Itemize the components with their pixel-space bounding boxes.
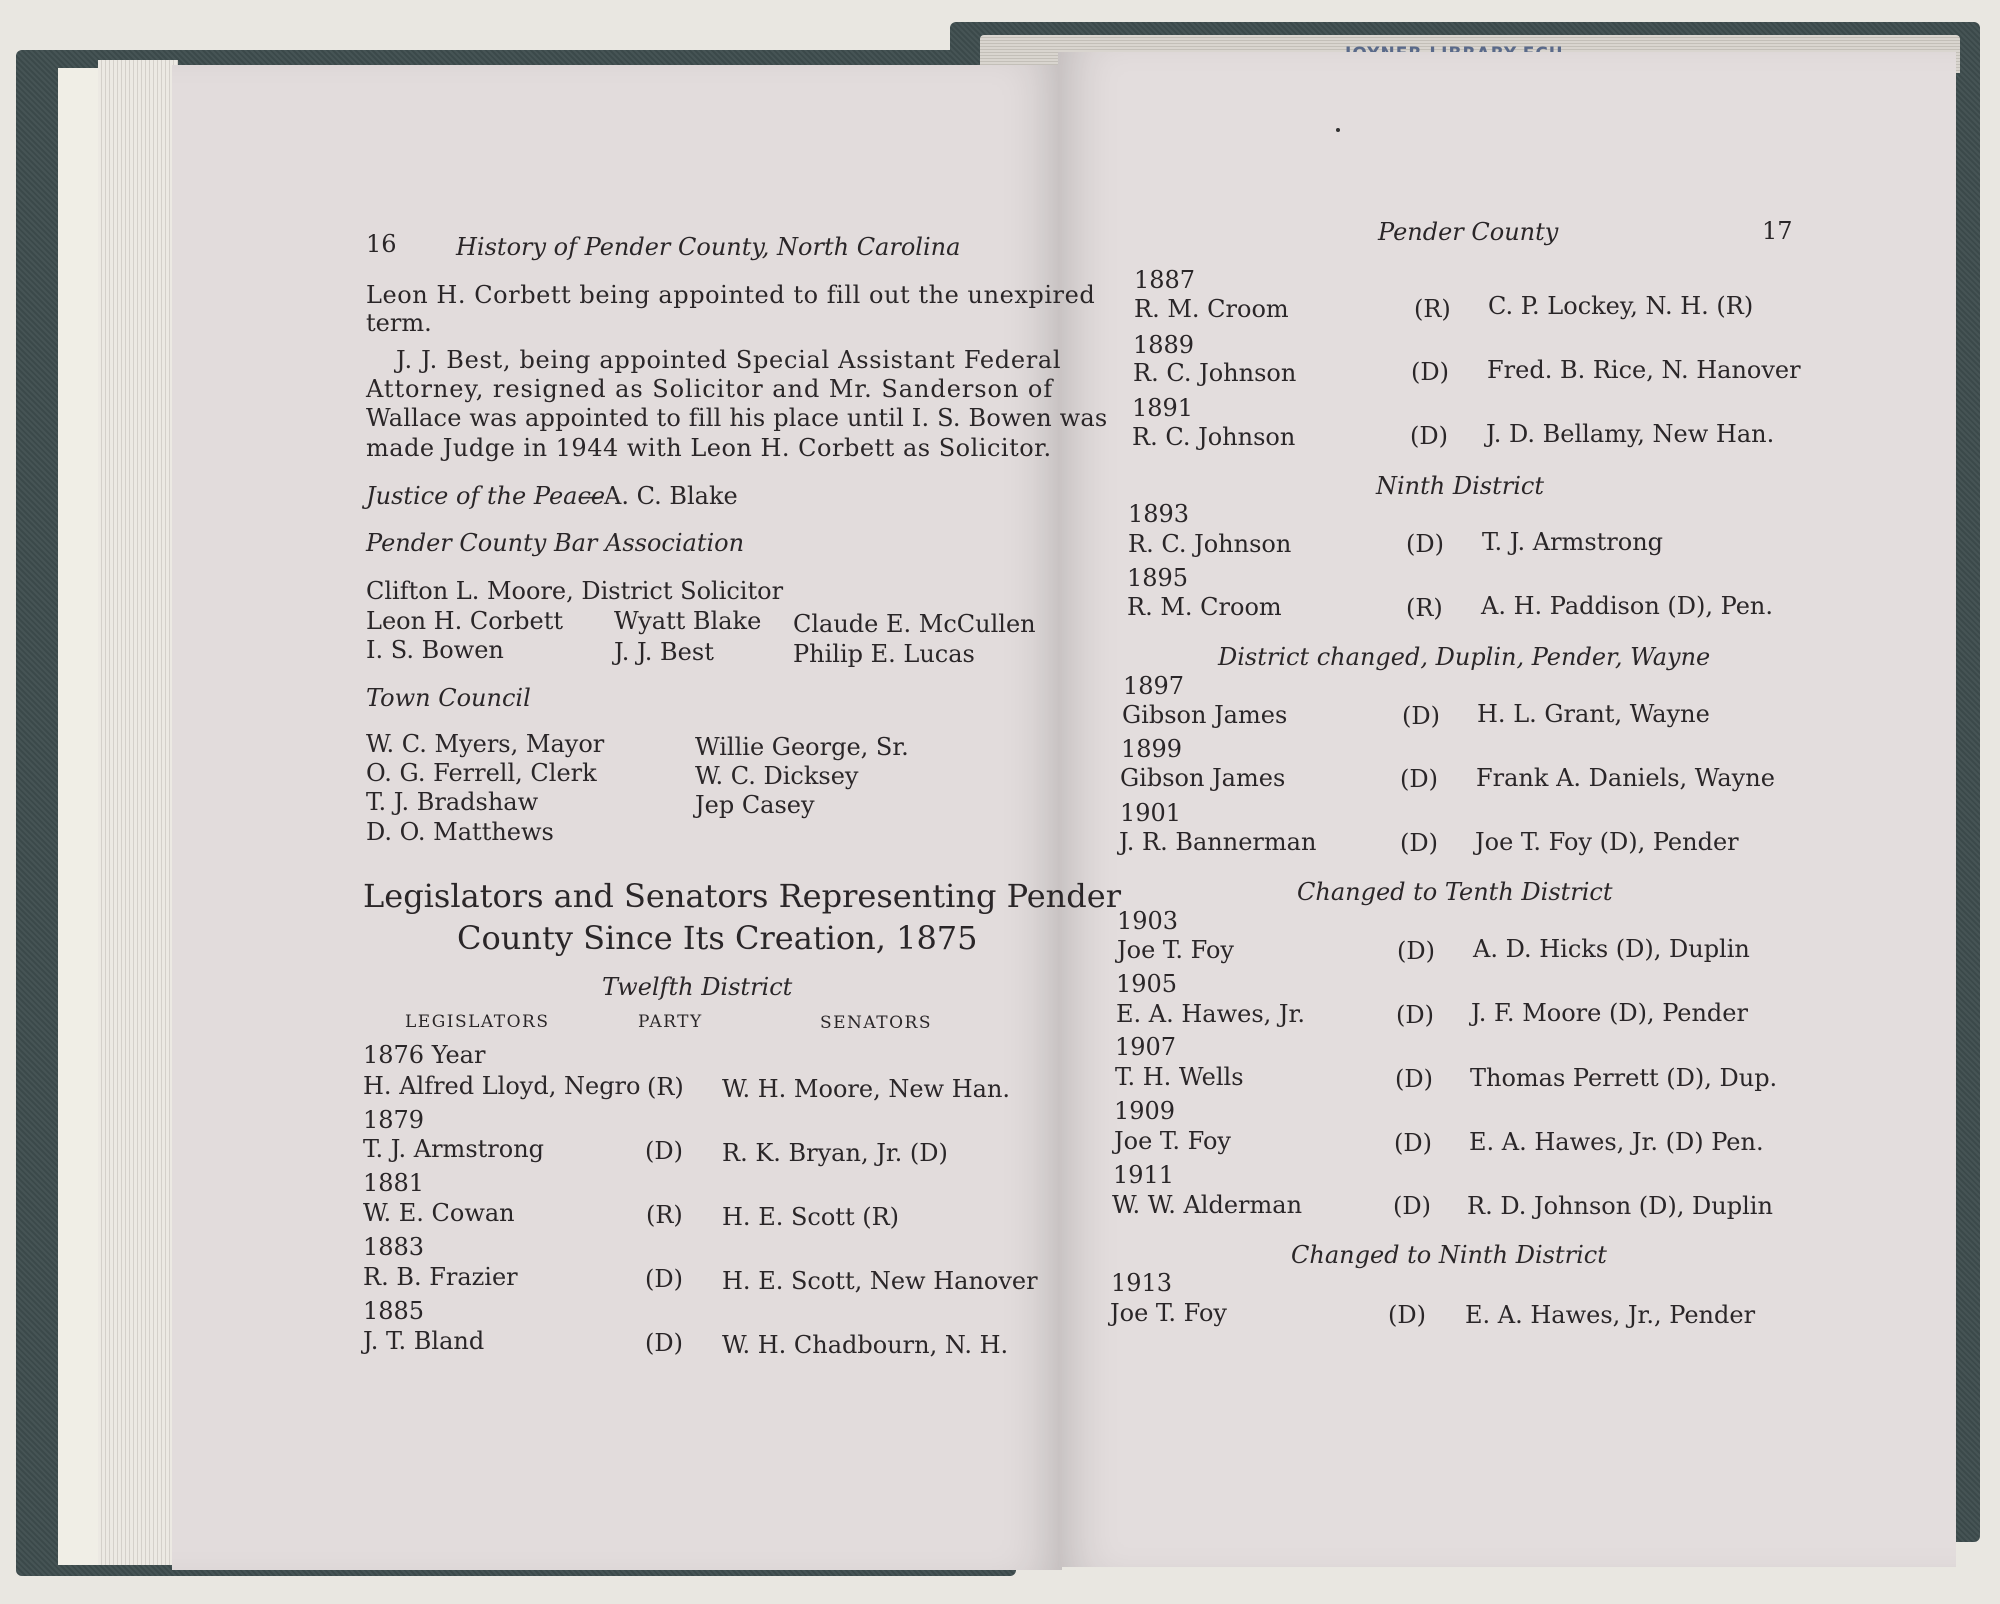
entry-legislator: R. C. Johnson	[1132, 423, 1296, 451]
paragraph-line: Wallace was appointed to fill his place until I. S. Bowen was	[366, 404, 1108, 432]
entry-party: (R)	[1414, 295, 1451, 323]
entry-year: 1897	[1123, 672, 1185, 700]
entry-legislator: T. J. Armstrong	[363, 1135, 545, 1163]
bar-member: Leon H. Corbett	[366, 607, 564, 635]
entry-legislator: E. A. Hawes, Jr.	[1116, 1000, 1306, 1028]
page-edges	[98, 60, 178, 1565]
council-member: W. C. Dicksey	[695, 762, 859, 790]
page-number: 17	[1762, 217, 1793, 245]
entry-senator: R. D. Johnson (D), Duplin	[1467, 1192, 1773, 1220]
column-header: SENATORS	[820, 1013, 932, 1033]
entry-legislator: J. R. Bannerman	[1119, 828, 1317, 856]
entry-senator: T. J. Armstrong	[1482, 528, 1664, 556]
entry-party: (D)	[645, 1329, 683, 1357]
entry-year: 1909	[1114, 1097, 1176, 1125]
entry-year: 1885	[363, 1297, 425, 1325]
entry-legislator: R. M. Croom	[1127, 593, 1282, 621]
entry-legislator: W. E. Cowan	[363, 1199, 515, 1227]
district-subhead: Ninth District	[1376, 472, 1544, 500]
section-title: Legislators and Senators Representing Pender	[363, 877, 1121, 915]
entry-year: 1907	[1115, 1033, 1177, 1061]
bar-member: Claude E. McCullen	[793, 610, 1036, 638]
entry-party: (D)	[1400, 829, 1438, 857]
paragraph-line: J. J. Best, being appointed Special Assistant Federal	[396, 346, 1062, 374]
entry-legislator: J. T. Bland	[363, 1327, 485, 1355]
bar-solicitor: Clifton L. Moore, District Solicitor	[366, 577, 784, 605]
entry-senator: A. D. Hicks (D), Duplin	[1473, 935, 1750, 963]
district-subhead: District changed, Duplin, Pender, Wayne	[1218, 643, 1711, 671]
entry-year: 1895	[1127, 564, 1189, 592]
entry-senator: C. P. Lockey, N. H. (R)	[1488, 292, 1754, 320]
entry-year: 1891	[1132, 394, 1194, 422]
entry-legislator: R. M. Croom	[1134, 295, 1289, 323]
justice-label: Justice of the Peace	[366, 482, 606, 510]
district-subhead: Changed to Ninth District	[1291, 1241, 1607, 1269]
district-subhead: Changed to Tenth District	[1297, 878, 1613, 906]
entry-legislator: Joe T. Foy	[1114, 1127, 1231, 1155]
justice-name: —A. C. Blake	[580, 482, 738, 510]
entry-legislator: W. W. Alderman	[1112, 1191, 1303, 1219]
council-member: O. G. Ferrell, Clerk	[366, 759, 597, 787]
council-member: D. O. Matthews	[366, 818, 554, 846]
entry-year: 1881	[363, 1169, 425, 1197]
entry-legislator: Gibson James	[1120, 764, 1286, 792]
entry-year: 1889	[1133, 331, 1195, 359]
entry-senator: J. F. Moore (D), Pender	[1471, 999, 1748, 1027]
bar-member: I. S. Bowen	[366, 636, 504, 664]
entry-year: 1911	[1113, 1161, 1175, 1189]
entry-year: 1883	[363, 1233, 425, 1261]
entry-year: 1903	[1117, 907, 1179, 935]
entry-senator: Joe T. Foy (D), Pender	[1475, 828, 1739, 856]
entry-legislator: R. B. Frazier	[363, 1263, 518, 1291]
entry-senator: R. K. Bryan, Jr. (D)	[722, 1139, 948, 1167]
entry-senator: W. H. Chadbourn, N. H.	[722, 1331, 1009, 1359]
entry-legislator: Joe T. Foy	[1117, 936, 1234, 964]
entry-senator: Thomas Perrett (D), Dup.	[1470, 1064, 1778, 1092]
entry-party: (D)	[1411, 358, 1449, 386]
entry-senator: Fred. B. Rice, N. Hanover	[1487, 356, 1801, 384]
entry-legislator: R. C. Johnson	[1128, 530, 1292, 558]
entry-party: (D)	[1400, 765, 1438, 793]
entry-party: (D)	[1393, 1192, 1431, 1220]
entry-legislator: Gibson James	[1122, 701, 1288, 729]
specks	[1336, 128, 1340, 132]
paragraph-line: term.	[366, 309, 432, 337]
entry-party: (D)	[1406, 530, 1444, 558]
entry-year: 1899	[1121, 735, 1183, 763]
bar-member: Philip E. Lucas	[793, 640, 975, 668]
entry-legislator: R. C. Johnson	[1133, 359, 1297, 387]
entry-party: (D)	[1394, 1129, 1432, 1157]
entry-party: (R)	[647, 1073, 684, 1101]
council-member: W. C. Myers, Mayor	[366, 730, 605, 758]
council-member: T. J. Bradshaw	[366, 788, 539, 816]
entry-senator: E. A. Hawes, Jr. (D) Pen.	[1469, 1128, 1764, 1156]
entry-party: (D)	[645, 1137, 683, 1165]
entry-year: 1893	[1128, 500, 1190, 528]
entry-year: 1879	[363, 1106, 425, 1134]
bar-member: J. J. Best	[614, 638, 714, 666]
running-head: Pender County	[1378, 218, 1559, 246]
entry-senator: W. H. Moore, New Han.	[722, 1075, 1011, 1103]
page-number: 16	[366, 230, 397, 258]
entry-senator: H. E. Scott, New Hanover	[722, 1267, 1038, 1295]
entry-party: (D)	[1396, 1001, 1434, 1029]
entry-legislator: Joe T. Foy	[1110, 1299, 1227, 1327]
entry-year: 1905	[1116, 970, 1178, 998]
entry-legislator: H. Alfred Lloyd, Negro	[363, 1072, 641, 1100]
council-member: Jep Casey	[695, 791, 815, 819]
running-head: History of Pender County, North Carolina	[456, 233, 961, 261]
entry-year: 1887	[1134, 266, 1196, 294]
column-header: LEGISLATORS	[405, 1012, 550, 1032]
entry-party: (D)	[1402, 702, 1440, 730]
entry-senator: Frank A. Daniels, Wayne	[1476, 764, 1775, 792]
entry-party: (D)	[645, 1265, 683, 1293]
entry-party: (R)	[646, 1201, 683, 1229]
bar-member: Wyatt Blake	[614, 607, 762, 635]
entry-party: (D)	[1410, 422, 1448, 450]
council-member: Willie George, Sr.	[695, 733, 909, 761]
entry-year: 1913	[1111, 1269, 1173, 1297]
flyleaf	[58, 68, 103, 1565]
entry-party: (D)	[1397, 937, 1435, 965]
paragraph-line: Leon H. Corbett being appointed to fill out the unexpired	[366, 281, 1096, 309]
council-heading: Town Council	[366, 684, 531, 712]
paragraph-line: Attorney, resigned as Solicitor and Mr. Sanderson of	[366, 375, 1054, 403]
entry-party: (D)	[1388, 1301, 1426, 1329]
column-header: PARTY	[638, 1012, 703, 1032]
entry-party: (R)	[1406, 594, 1443, 622]
entry-senator: E. A. Hawes, Jr., Pender	[1465, 1301, 1756, 1329]
section-title: County Since Its Creation, 1875	[457, 919, 978, 957]
entry-senator: J. D. Bellamy, New Han.	[1486, 420, 1775, 448]
district-heading: Twelfth District	[602, 973, 793, 1001]
paragraph-line: made Judge in 1944 with Leon H. Corbett as Solicitor.	[366, 434, 1052, 462]
entry-senator: H. L. Grant, Wayne	[1477, 700, 1710, 728]
entry-senator: A. H. Paddison (D), Pen.	[1481, 592, 1773, 620]
entry-year: 1876 Year	[363, 1041, 486, 1069]
entry-year: 1901	[1120, 799, 1182, 827]
bar-heading: Pender County Bar Association	[366, 529, 745, 557]
entry-legislator: T. H. Wells	[1115, 1063, 1244, 1091]
entry-senator: H. E. Scott (R)	[722, 1203, 900, 1231]
entry-party: (D)	[1395, 1065, 1433, 1093]
